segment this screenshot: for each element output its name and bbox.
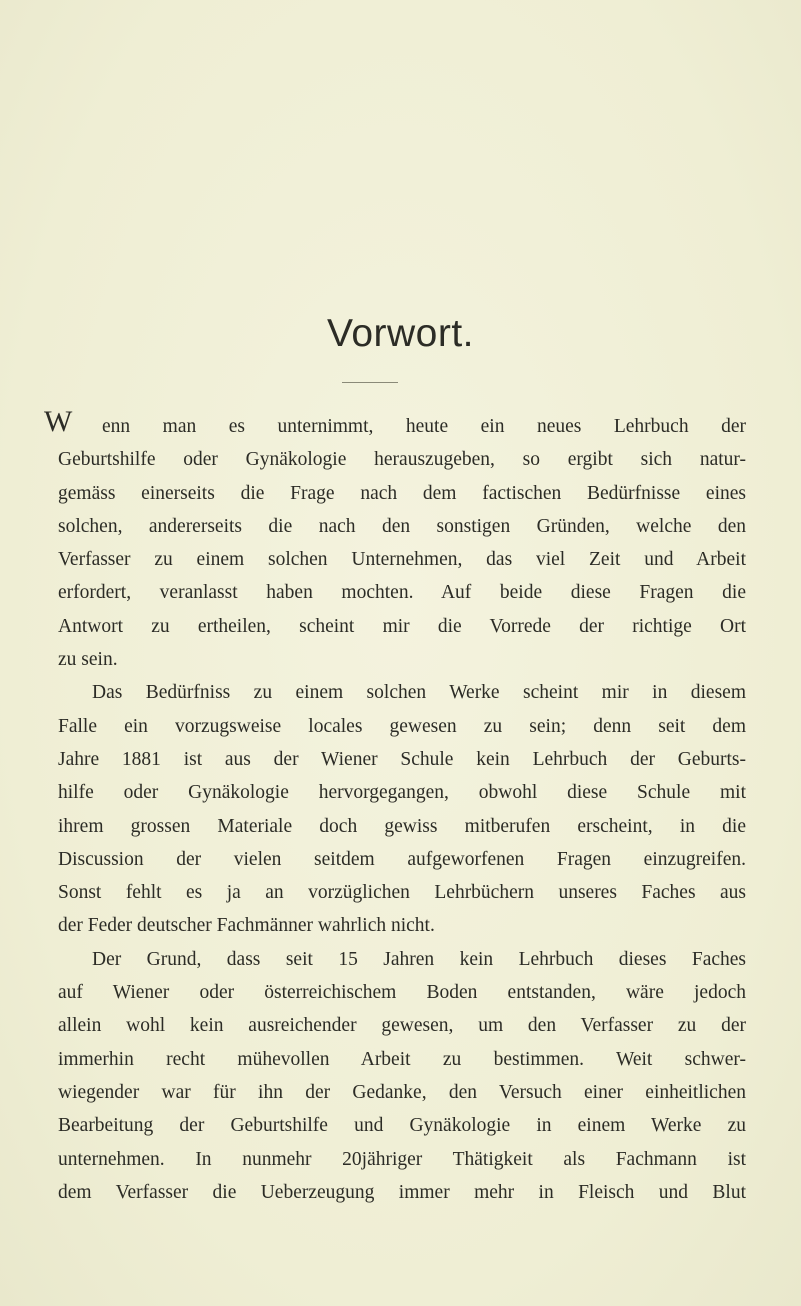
text-line: solchen, andererseits die nach den sonstigen Gründen, welche den [58, 515, 746, 537]
page-title: Vorwort. [326, 312, 475, 355]
text-line: Antwort zu ertheilen, scheint mir die Vorrede der richtige Ort [58, 615, 746, 637]
text-line: Das Bedürfniss zu einem solchen Werke scheint mir in diesem [92, 682, 746, 704]
body-text [58, 410, 746, 1209]
text-line: unternehmen. In nunmehr 20jähriger Thätigkeit als Fachmann ist [58, 1148, 746, 1170]
text-line: gemäss einerseits die Frage nach dem factischen Bedürfnisse eines [58, 482, 746, 504]
text-line: Der Grund, dass seit 15 Jahren kein Lehrbuch dieses Faches [92, 948, 746, 970]
text-line: enn man es unternimmt, heute ein neues Lehrbuch der [102, 416, 746, 437]
text-line: Verfasser zu einem solchen Unternehmen, das viel Zeit und Arbeit [58, 549, 746, 571]
text-line: dem Verfasser die Ueberzeugung immer mehr in Fleisch und Blut [58, 1181, 746, 1203]
text-line: zu sein. [58, 649, 118, 671]
text-line: allein wohl kein ausreichender gewesen, um den Verfasser zu der [58, 1015, 746, 1037]
text-line: auf Wiener oder österreichischem Boden entstanden, wäre jedoch [58, 982, 746, 1004]
drop-cap: W [44, 405, 73, 438]
text-line: Bearbeitung der Geburtshilfe und Gynäkologie in einem Werke zu [58, 1115, 746, 1137]
title-divider [342, 382, 398, 383]
text-line: wiegender war für ihn der Gedanke, den Versuch einer einheitlichen [58, 1081, 746, 1103]
text-line: Discussion der vielen seitdem aufgeworfenen Fragen einzugreifen. [58, 848, 746, 870]
text-line: Sonst fehlt es ja an vorzüglichen Lehrbüchern unseres Faches aus [58, 882, 746, 904]
text-line: immerhin recht mühevollen Arbeit zu bestimmen. Weit schwer- [58, 1048, 746, 1070]
text-line: Falle ein vorzugsweise locales gewesen zu sein; denn seit dem [58, 715, 746, 737]
text-line: Jahre 1881 ist aus der Wiener Schule kein Lehrbuch der Geburts- [58, 748, 746, 770]
text-line: erfordert, veranlasst haben mochten. Auf beide diese Fragen die [58, 582, 746, 604]
text-line: hilfe oder Gynäkologie hervorgegangen, obwohl diese Schule mit [58, 782, 746, 804]
text-line: ihrem grossen Materiale doch gewiss mitberufen erscheint, in die [58, 815, 746, 837]
text-line: Geburtshilfe oder Gynäkologie herauszugeben, so ergibt sich natur- [58, 449, 746, 471]
text-line: der Feder deutscher Fachmänner wahrlich nicht. [58, 915, 435, 937]
